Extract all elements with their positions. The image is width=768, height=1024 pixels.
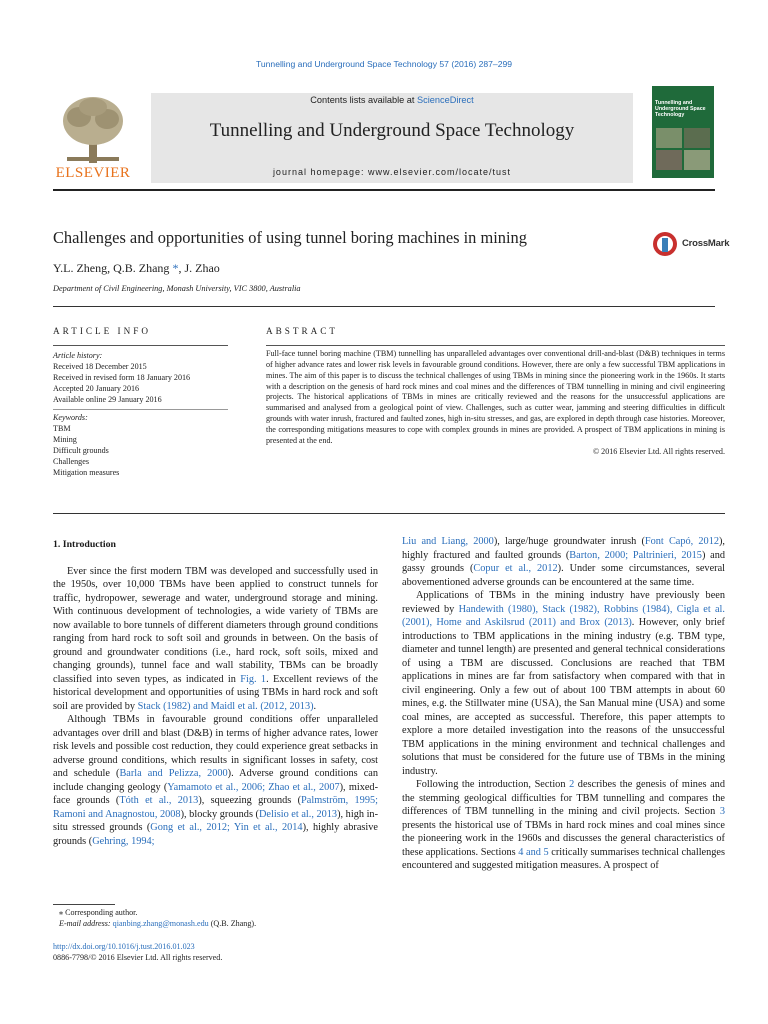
info-rule bbox=[53, 345, 228, 346]
keyword: Difficult grounds bbox=[53, 446, 109, 455]
paragraph: Applications of TBMs in the mining industry have previously been reviewed by Handewith (1980), Stack (1982), Robbins (1984), Cigla et al. (2001), Home and Askilsrud (2011) and Brox (2013). However, only brief introductions to TBM applications in the mining industry (e.g. TBM type, diameter and tunnel length) are presented and general technical considerations of using a TBM are discussed. Conclusions are reached that TBM applications in mines are far from satisfactory when compared with that in civil engineering. Only a few out of about 100 TBM attempts in about 60 mines, e.g. the Stillwater mine (USA), the San Manual mine (USA) and some coal mines, are accepted as successful. Therefore, this paper attempts to explore a more detailed investigation into the reasons of the unsuccessful TBM applications in the mining environment and technical challenges and solutions that must be considered for the future use of TBMs in the mining industry. bbox=[402, 590, 725, 777]
paragraph: Following the introduction, Section 2 describes the genesis of mines and the stemming geological difficulties for TBM tunnelling and compares the differences of TBM tunnelling in the mining and civil projects. Section 3 presents the historical use of TBMs in hard rock mines and coal mines since the pioneering work in the 1960s and discusses the general characteristics of these applications. Sections 4 and 5 critically summarises technical challenges encountered and suggested mitigation measures. A prospect of bbox=[402, 779, 726, 871]
abstract-rule bbox=[266, 345, 725, 346]
history-item: Available online 29 January 2016 bbox=[53, 395, 162, 404]
section-link[interactable]: 5 bbox=[543, 846, 549, 858]
email-link[interactable]: qianbing.zhang@monash.edu bbox=[112, 919, 209, 928]
author-list: Y.L. Zheng, Q.B. Zhang *, J. Zhao bbox=[53, 261, 220, 275]
abstract-copyright: © 2016 Elsevier Ltd. All rights reserved. bbox=[592, 446, 725, 456]
section-link[interactable]: 3 bbox=[719, 806, 725, 817]
citation-link[interactable]: Barton, 2000; Paltrinieri, 2015 bbox=[569, 549, 702, 561]
keyword: Mitigation measures bbox=[53, 468, 120, 477]
citation-link[interactable]: Palmström, 1995; Ramoni and Anagnostou, 2008 bbox=[53, 795, 378, 820]
citation-link[interactable]: Stack (1982) and Maidl et al. (2012, 2013) bbox=[137, 700, 314, 712]
article-title: Challenges and opportunities of using tunnel boring machines in mining bbox=[53, 228, 527, 247]
journal-homepage[interactable]: journal homepage: www.elsevier.com/locate/tust bbox=[272, 167, 512, 177]
doi-block bbox=[53, 941, 222, 963]
title-rule bbox=[53, 306, 715, 307]
history-item: Accepted 20 January 2016 bbox=[53, 384, 140, 393]
citation-link[interactable]: Gong et al., 2012; Yin et al., 2014 bbox=[150, 822, 303, 833]
citation-link[interactable]: Font Capó, 2012 bbox=[644, 536, 719, 547]
footnote-rule bbox=[53, 904, 115, 905]
citation-link[interactable]: Barla and Pelizza, 2000 bbox=[119, 768, 228, 779]
section-heading: 1. Introduction bbox=[53, 539, 116, 550]
paragraph: Liu and Liang, 2000), large/huge groundwater inrush (Font Capó, 2012), highly fractured and faulted grounds (Barton, 2000; Paltrinieri, 2015) and gassy grounds (Copur et al., 2012). Under some circumstances, several abovementioned adverse grounds can be encountered at the same time. bbox=[402, 536, 726, 588]
keyword: Challenges bbox=[53, 457, 89, 466]
abstract-bottom-rule bbox=[53, 513, 725, 514]
citation-link[interactable]: Handewith (1980), Stack (1982), Robbins (1984), Cigla et al. (2001), Home and Askilsrud (2011) and Brox (2013) bbox=[402, 603, 725, 628]
citation-link[interactable]: Liu and Liang, 2000 bbox=[402, 536, 494, 547]
journal-reference[interactable]: Tunnelling and Underground Space Technology 57 (2016) 287–299 bbox=[255, 59, 513, 69]
history-item: Received 18 December 2015 bbox=[53, 362, 147, 371]
info-divider bbox=[53, 409, 228, 410]
issn-line: 0886-7798/© 2016 Elsevier Ltd. All rights reserved. bbox=[53, 953, 223, 962]
keyword: Mining bbox=[53, 435, 77, 444]
header-rule bbox=[53, 189, 715, 191]
citation-link[interactable]: Tóth et al., 2013 bbox=[119, 795, 199, 806]
footnote: ⁎ Corresponding author. E-mail address: qianbing.zhang@monash.edu (Q.B. Zhang). bbox=[59, 908, 257, 928]
elsevier-wordmark: ELSEVIER bbox=[55, 165, 131, 181]
keywords-label: Keywords: bbox=[53, 413, 88, 422]
abstract-text: Full-face tunnel boring machine (TBM) tunnelling has unparalleled advantages over conventional drill-and-blast (D&B) techniques in terms of higher advance rates and lower risk levels in favourable ground conditions. However, there are only a few successful TBM applications in mines. The aim of this paper is to discuss the technical challenges of using TBMs in mining since the pioneering work in the 1960s. It starts with a description on the genesis of hard rock mines and coal mines and the differences of TBM tunnelling in mining and civil engineering projects. The historical applications of TBMs in mines are critically reviewed and the reasons for the unsuccessful applications are summarised and analysed from a geological point of view. Challenges, such as cutter wear, jamming and steering difficulties in difficult grounds with water inrush, fractured and faulted zones, high in-situ stresses, and gas, are explored in depth through case histories. Moreover, the corresponding mitigations measures to cope with complex grounds in mines are provided. A prospect of TBM applications in mining is presented at the end. bbox=[266, 349, 725, 445]
article-info-heading: ARTICLE INFO bbox=[53, 326, 151, 336]
sciencedirect-link[interactable]: ScienceDirect bbox=[417, 95, 474, 105]
citation-link[interactable]: Gehring, 1994; bbox=[92, 835, 155, 847]
keyword: TBM bbox=[53, 424, 71, 433]
section-link[interactable]: 2 bbox=[569, 779, 575, 790]
abstract-heading: ABSTRACT bbox=[266, 326, 338, 336]
corresponding-author-mark[interactable]: * bbox=[172, 261, 179, 275]
citation-link[interactable]: Copur et al., 2012 bbox=[473, 563, 558, 574]
cover-title: Tunnelling and Underground Space Technology bbox=[655, 100, 706, 118]
paragraph: Ever since the first modern TBM was developed and successfully used in the 1950s, over 10,000 TBMs have been applied to construct tunnels for traffic, hydropower, sewerage and water, underground storage and mining. With continuous development of technologies, a wide variety of TBMs are now available to bore tunnels of different diameters through ground conditions ranging from hard rock to soft soil and grounds in between. On the basis of ground and groundwater conditions (i.e., hard rock, soft soils, mixed and changing grounds), tunnel face and wall stability, TBMs can be broadly classified into seven types, as indicated in Fig. 1. Excellent reviews of the historical development and opportunities of using TBMs in hard rock and soft soil are provided by Stack (1982) and Maidl et al. (2012, 2013). bbox=[53, 565, 378, 712]
paragraph: Although TBMs in favourable ground conditions offer unparalleled advantages over drill and blast (D&B) in terms of higher advance rates, lower risk levels and possible cost reduction, they could experience great setbacks in adverse ground conditions, which results in significant losses in safety, cost and schedule (Barla and Pelizza, 2000). Adverse ground conditions can include changing geology (Yamamoto et al., 2006; Zhao et al., 2007), mixed-face grounds (Tóth et al., 2013), squeezing grounds (Palmström, 1995; Ramoni and Anagnostou, 2008), blocky grounds (Delisio et al., 2013), high in-situ stressed grounds (Gong et al., 2012; Yin et al., 2014), highly abrasive grounds (Gehring, 1994; bbox=[53, 714, 379, 847]
cover-photo bbox=[656, 128, 710, 172]
contents-line: Contents lists available at ScienceDirect bbox=[310, 95, 474, 105]
body-left-column bbox=[53, 538, 378, 848]
history-item: Received in revised form 18 January 2016 bbox=[53, 373, 191, 382]
journal-title: Tunnelling and Underground Space Technology bbox=[209, 120, 575, 141]
body-right-column bbox=[402, 535, 725, 873]
citation-link[interactable]: Delisio et al., 2013 bbox=[258, 808, 338, 820]
citation-link[interactable]: Yamamoto et al., 2006; Zhao et al., 2007 bbox=[167, 781, 340, 793]
article-info bbox=[53, 350, 228, 478]
journal-masthead bbox=[151, 93, 633, 183]
affiliation: Department of Civil Engineering, Monash University, VIC 3800, Australia bbox=[53, 284, 301, 293]
doi-link[interactable]: http://dx.doi.org/10.1016/j.tust.2016.01.023 bbox=[53, 942, 195, 951]
history-label: Article history: bbox=[53, 351, 103, 360]
section-link[interactable]: 4 bbox=[518, 846, 524, 858]
abstract bbox=[266, 349, 725, 457]
figure-link[interactable]: Fig. 1 bbox=[240, 673, 267, 685]
crossmark-icon bbox=[652, 230, 678, 258]
crossmark-badge[interactable]: CrossMark bbox=[652, 230, 732, 260]
journal-cover-image[interactable] bbox=[652, 86, 714, 178]
